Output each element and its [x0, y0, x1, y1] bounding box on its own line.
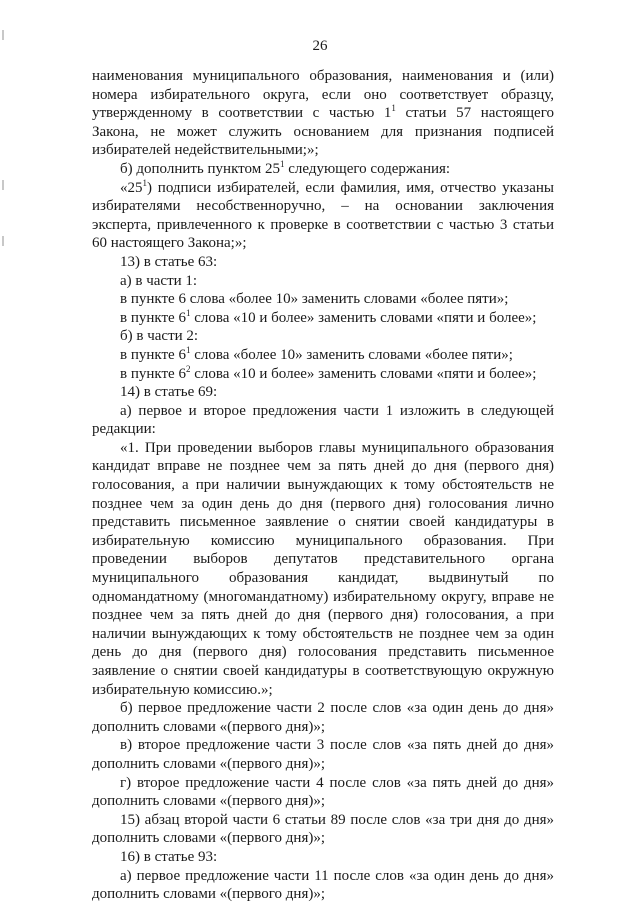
text-run: «25 — [120, 179, 143, 196]
text-run: в пункте 6 — [120, 346, 186, 363]
paragraph-p2 — [92, 160, 554, 179]
scan-margin-mark — [2, 30, 4, 40]
paragraph-p11 — [92, 383, 554, 402]
paragraph-p1 — [92, 67, 554, 160]
text-run: б) первое предложение части 2 после слов «за один день до дня» дополнить словами «(первого дня)»; — [92, 700, 554, 735]
paragraph-p12 — [92, 402, 554, 439]
paragraph-p16 — [92, 774, 554, 811]
paragraph-p10 — [92, 365, 554, 384]
text-run: в пункте 6 — [120, 309, 186, 326]
text-run: слова «10 и более» заменить словами «пяти и более»; — [190, 309, 537, 326]
text-run: ) подписи избирателей, если фамилия, имя, отчество указаны избирателями несобственноручно, – на основании заключения эксперта, привлеченного к проверке в соответствии с частью 3 статьи 60 настоящего Закона;»; — [92, 179, 554, 252]
text-run: 16) в статье 93: — [120, 848, 218, 865]
text-run: в пункте 6 слова «более 10» заменить словами «более пяти»; — [120, 291, 509, 308]
paragraph-p3 — [92, 179, 554, 253]
text-run: 13) в статье 63: — [120, 253, 218, 270]
text-run: б) дополнить пунктом 25 — [120, 160, 280, 177]
text-run: г) второе предложение части 4 после слов «за пять дней до дня» дополнить словами «(первого дня)»; — [92, 774, 554, 810]
paragraph-p18 — [92, 848, 554, 867]
superscript: 1 — [279, 158, 285, 169]
paragraph-p8 — [92, 327, 554, 346]
text-run: «1. При проведении выборов главы муниципального образования кандидат вправе не позднее чем за пять дней до дня (первого дня) голосования, а при наличии вынуждающих к тому обстоятельств не позднее чем за один день до дня (первого дня) голосования лично представить письменное заявление о снятии своей кандидатуры в избирательную комиссию муниципального образования. При проведении выборов депутатов представительного органа муниципального образования кандидат, выдвинутый по одномандатному (многомандатному) избирательному округу, вправе не позднее чем за пять дней до дня (первого дня) голосования, а при наличии вынуждающих к тому обстоятельств не позднее чем за один день до дня (первого дня) голосования представить письменное заявление о снятии своей кандидатуры в соответствующую окружную избирательную комиссию.»; — [92, 439, 554, 698]
text-run: статьи 57 настоящего Закона, не может служить основанием для признания подписей избирателей недействительными;»; — [92, 105, 554, 159]
text-run: а) первое предложение части 11 после слов «за один день до дня» дополнить словами «(первого дня)»; — [92, 867, 554, 903]
text-run: в) второе предложение части 3 после слов «за пять дней до дня» дополнить словами «(первого дня)»; — [92, 737, 554, 772]
paragraph-p4 — [92, 253, 554, 272]
superscript: 1 — [142, 177, 147, 188]
paragraph-p15 — [92, 736, 554, 773]
paragraph-p5 — [92, 272, 554, 291]
text-run: 15) абзац второй части 6 статьи 89 после слов «за три дня до дня» дополнить словами «(первого дня)»; — [92, 811, 554, 847]
text-run: наименования муниципального образования, наименования и (или) номера избирательного округа, если оно соответствует образцу, утвержденному в соответствии с частью 1 — [92, 68, 554, 122]
superscript: 2 — [185, 363, 191, 374]
scan-margin-mark — [2, 180, 4, 190]
superscript: 1 — [391, 103, 396, 114]
text-run: б) в части 2: — [120, 328, 199, 345]
document-body — [92, 67, 554, 904]
paragraph-p9 — [92, 346, 554, 365]
text-run: а) в части 1: — [120, 272, 198, 289]
superscript: 1 — [185, 344, 191, 355]
text-run: а) первое и второе предложения части 1 изложить в следующей редакции: — [92, 402, 554, 438]
page-number: 26 — [312, 38, 328, 54]
scan-margin-mark — [2, 236, 4, 246]
paragraph-p19 — [92, 867, 554, 904]
text-run: в пункте 6 — [120, 365, 186, 382]
paragraph-p13 — [92, 439, 554, 699]
paragraph-p14 — [92, 699, 554, 736]
text-run: следующего содержания: — [284, 160, 451, 177]
paragraph-p6 — [92, 290, 554, 309]
paragraph-p7 — [92, 309, 554, 328]
paragraph-p17 — [92, 811, 554, 848]
text-run: 14) в статье 69: — [120, 384, 218, 401]
superscript: 1 — [185, 307, 191, 318]
text-run: слова «10 и более» заменить словами «пяти и более»; — [190, 365, 537, 382]
text-run: слова «более 10» заменить словами «более пяти»; — [190, 346, 513, 363]
